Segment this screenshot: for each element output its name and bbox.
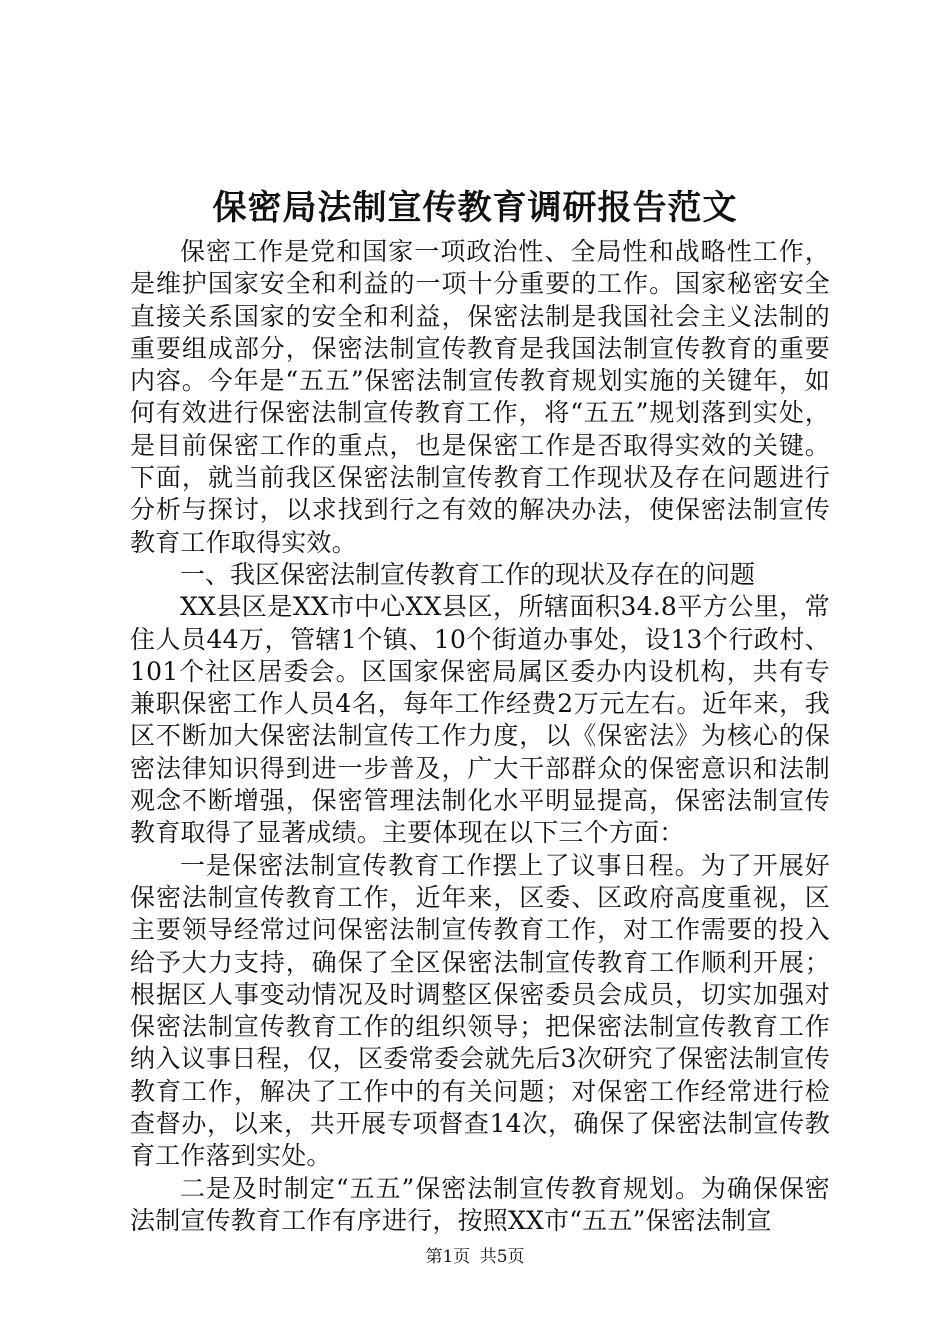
section-heading: 一、我区保密法制宣传教育工作的现状及存在的问题	[180, 559, 756, 589]
document-body	[130, 236, 830, 1237]
page-number: 第1页	[425, 1247, 471, 1267]
page-total: 共5页	[479, 1247, 525, 1267]
district-overview-paragraph: XX县区是XX市中心XX县区，所辖面积34.8平方公里，常住人员44万，管辖1个镇、10个街道办事处，设13个行政村、101个社区居委会。区国家保密局属区委办内设机构，共有专兼职保密工作人员4名，每年工作经费2万元左右。近年来，我区不断加大保密法制宣传工作力度，以《保密法》为核心的保密法律知识得到进一步普及，广大干部群众的保密意识和法制观念不断增强，保密管理法制化水平明显提高，保密法制宣传教育取得了显著成绩。主要体现在以下三个方面：	[130, 592, 830, 848]
document-title: 保密局法制宣传教育调研报告范文	[212, 188, 738, 228]
point-two-paragraph: 二是及时制定“五五”保密法制宣传教育规划。为确保保密法制宣传教育工作有序进行，按照XX市“五五”保密法制宣	[130, 1173, 830, 1235]
page-footer	[0, 1245, 950, 1269]
intro-paragraph: 保密工作是党和国家一项政治性、全局性和战略性工作，是维护国家安全和利益的一项十分重要的工作。国家秘密安全直接关系国家的安全和利益，保密法制是我国社会主义法制的重要组成部分，保密法制宣传教育是我国法制宣传教育的重要内容。今年是“五五”保密法制宣传教育规划实施的关键年，如何有效进行保密法制宣传教育工作，将“五五”规划落到实处，是目前保密工作的重点，也是保密工作是否取得实效的关键。下面，就当前我区保密法制宣传教育工作现状及存在问题进行分析与探讨，以求找到行之有效的解决办法，使保密法制宣传教育工作取得实效。	[130, 237, 830, 557]
point-one-paragraph: 一是保密法制宣传教育工作摆上了议事日程。为了开展好保密法制宣传教育工作，近年来，区委、区政府高度重视，区主要领导经常过问保密法制宣传教育工作，对工作需要的投入给予大力支持，确保了全区保密法制宣传教育工作顺利开展；根据区人事变动情况及时调整区保密委员会成员，切实加强对保密法制宣传教育工作的组织领导；把保密法制宣传教育工作纳入议事日程，仅，区委常委会就先后3次研究了保密法制宣传教育工作，解决了工作中的有关问题；对保密工作经常进行检查督办，以来，共开展专项督查14次，确保了保密法制宣传教育工作落到实处。	[130, 850, 830, 1171]
